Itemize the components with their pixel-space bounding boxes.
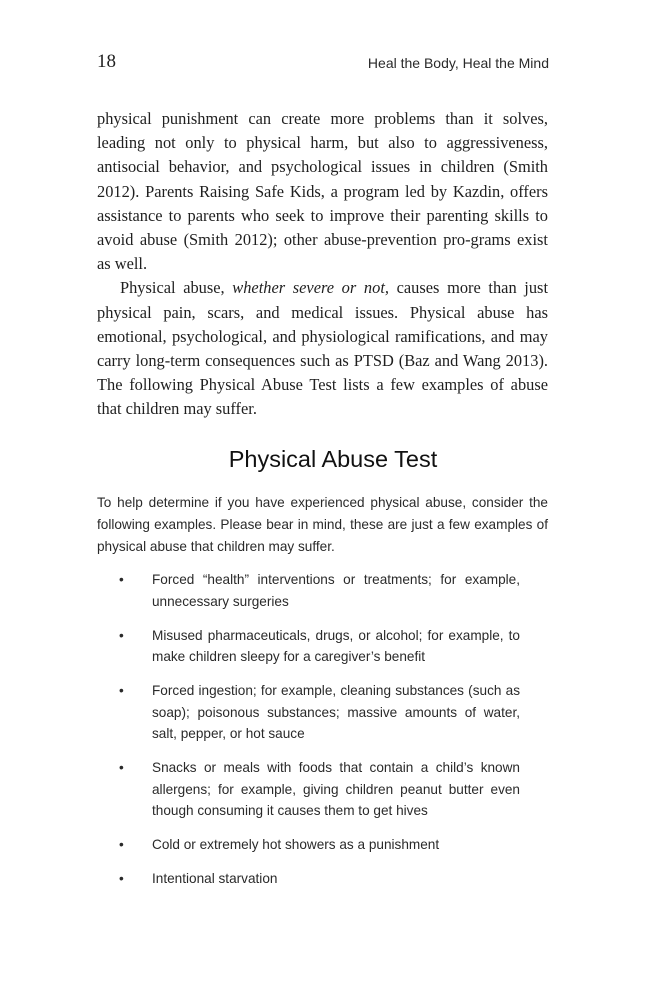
- list-item: [97, 569, 548, 612]
- bullet-icon: •: [119, 837, 124, 852]
- paragraph-2-end: causes more than just physical pain, scars, and medical issues. Physical abuse has emotional, psychological, and physiological ramifications, and may carry long-term consequences such as PTSD (Baz and Wang 2013). The following Physical Abuse Test lists a few examples of abuse that children may suffer.: [97, 278, 548, 419]
- list-item-text: Intentional starvation: [152, 871, 278, 886]
- paragraph-1: physical punishment can create more problems than it solves, leading not only to physical harm, but also to aggressiveness, antisocial behavior, and psychological issues in children (Smith 2012). Parents Raising Safe Kids, a program led by Kazdin, offers assistance to parents who seek to improve their parenting skills to avoid abuse (Smith 2012); other abuse-prevention pro-grams exist as well.: [97, 109, 548, 274]
- list-item-text: Misused pharmaceuticals, drugs, or alcohol; for example, to make children sleepy for a caregiver’s benefit: [152, 627, 520, 664]
- list-item: [97, 625, 548, 668]
- bullet-icon: •: [119, 627, 124, 643]
- running-head: Heal the Body, Heal the Mind: [367, 55, 549, 71]
- list-item-text: Forced ingestion; for example, cleaning substances (such as soap); poisonous substances; massive amounts of water, salt, pepper, or hot sauce: [152, 683, 520, 741]
- list-item-text: Forced “health” interventions or treatments; for example, unnecessary surgeries: [152, 572, 520, 609]
- list-item-text: Cold or extremely hot showers as a punishment: [152, 837, 440, 852]
- paragraph-2: [97, 276, 548, 421]
- section-title: Physical Abuse Test: [228, 446, 438, 472]
- examples-list: [97, 569, 548, 902]
- paragraph-2-start: Physical abuse,: [120, 278, 233, 298]
- list-item: [97, 680, 548, 745]
- bullet-icon: •: [119, 871, 124, 886]
- bullet-icon: •: [119, 572, 124, 587]
- list-item: [97, 834, 548, 856]
- body-text: [97, 107, 548, 422]
- section-intro: To help determine if you have experienced physical abuse, consider the following examples. Please bear in mind, these are just a few examples of physical abuse that children may suffer.: [97, 495, 548, 554]
- page-number: 18: [97, 51, 116, 72]
- list-item: [97, 868, 548, 890]
- list-item: [97, 757, 548, 822]
- list-item-text: Snacks or meals with foods that contain a child’s known allergens; for example, giving children peanut butter even though consuming it causes them to get hives: [152, 760, 520, 818]
- bullet-icon: •: [119, 683, 124, 698]
- bullet-icon: •: [119, 760, 124, 775]
- paragraph-2-italic: whether severe or not,: [232, 278, 389, 298]
